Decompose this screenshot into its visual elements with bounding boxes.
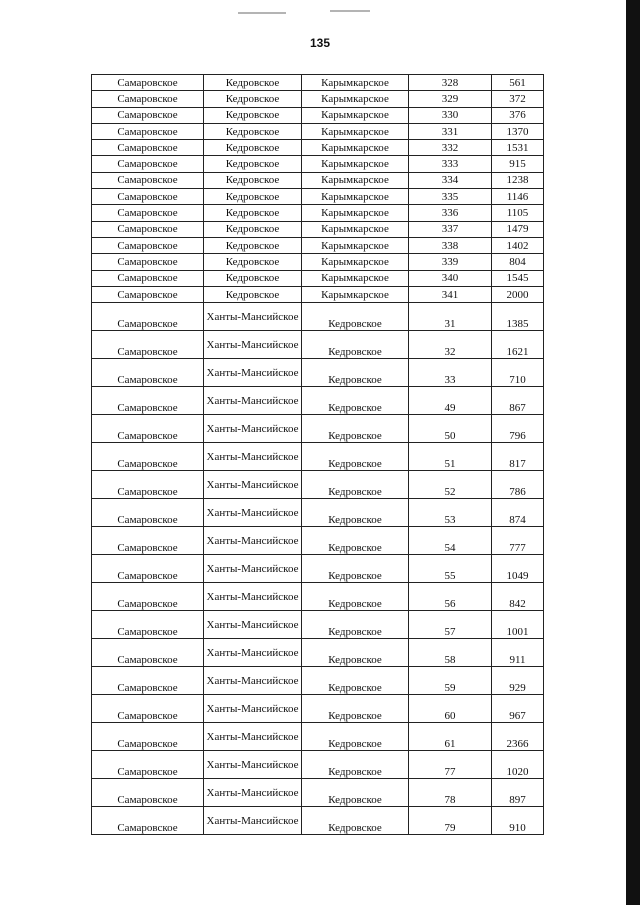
district-cell: Ханты-Мансийское — [204, 443, 302, 471]
table-row — [92, 443, 544, 471]
number-cell: 60 — [409, 695, 492, 723]
value-cell: 376 — [492, 107, 544, 123]
municipality-cell: Кедровское — [302, 667, 409, 695]
settlement-cell: Самаровское — [92, 237, 204, 253]
page-number: 135 — [309, 36, 331, 50]
table-row — [92, 359, 544, 387]
value-cell: 897 — [492, 779, 544, 807]
table-row — [92, 237, 544, 253]
district-cell: Ханты-Мансийское — [204, 695, 302, 723]
municipality-cell: Кедровское — [302, 639, 409, 667]
district-cell: Кедровское — [204, 270, 302, 286]
settlement-cell: Самаровское — [92, 172, 204, 188]
table-row — [92, 107, 544, 123]
table-row — [92, 583, 544, 611]
district-cell: Кедровское — [204, 221, 302, 237]
municipality-cell: Кедровское — [302, 387, 409, 415]
number-cell: 33 — [409, 359, 492, 387]
municipality-cell: Карымкарское — [302, 286, 409, 302]
value-cell: 1049 — [492, 555, 544, 583]
district-cell: Ханты-Мансийское — [204, 639, 302, 667]
settlement-cell: Самаровское — [92, 140, 204, 156]
data-table — [91, 74, 544, 835]
settlement-cell: Самаровское — [92, 751, 204, 779]
district-cell: Кедровское — [204, 254, 302, 270]
municipality-cell: Кедровское — [302, 779, 409, 807]
municipality-cell: Карымкарское — [302, 75, 409, 91]
settlement-cell: Самаровское — [92, 359, 204, 387]
number-cell: 337 — [409, 221, 492, 237]
number-cell: 79 — [409, 807, 492, 835]
settlement-cell: Самаровское — [92, 723, 204, 751]
value-cell: 1001 — [492, 611, 544, 639]
number-cell: 77 — [409, 751, 492, 779]
district-cell: Кедровское — [204, 123, 302, 139]
municipality-cell: Карымкарское — [302, 91, 409, 107]
settlement-cell: Самаровское — [92, 331, 204, 359]
number-cell: 335 — [409, 189, 492, 205]
table-row — [92, 499, 544, 527]
district-cell: Ханты-Мансийское — [204, 471, 302, 499]
number-cell: 328 — [409, 75, 492, 91]
table-row — [92, 123, 544, 139]
value-cell: 915 — [492, 156, 544, 172]
municipality-cell: Кедровское — [302, 331, 409, 359]
value-cell: 561 — [492, 75, 544, 91]
district-cell: Кедровское — [204, 189, 302, 205]
district-cell: Ханты-Мансийское — [204, 583, 302, 611]
district-cell: Ханты-Мансийское — [204, 667, 302, 695]
municipality-cell: Кедровское — [302, 723, 409, 751]
value-cell: 804 — [492, 254, 544, 270]
scan-smudge — [330, 10, 370, 12]
district-cell: Ханты-Мансийское — [204, 779, 302, 807]
table-row — [92, 387, 544, 415]
settlement-cell: Самаровское — [92, 555, 204, 583]
settlement-cell: Самаровское — [92, 286, 204, 302]
table-row — [92, 471, 544, 499]
municipality-cell: Кедровское — [302, 611, 409, 639]
district-cell: Ханты-Мансийское — [204, 415, 302, 443]
table-row — [92, 254, 544, 270]
value-cell: 1370 — [492, 123, 544, 139]
district-cell: Ханты-Мансийское — [204, 387, 302, 415]
number-cell: 334 — [409, 172, 492, 188]
value-cell: 867 — [492, 387, 544, 415]
number-cell: 51 — [409, 443, 492, 471]
municipality-cell: Карымкарское — [302, 172, 409, 188]
table-row — [92, 189, 544, 205]
district-cell: Кедровское — [204, 237, 302, 253]
district-cell: Ханты-Мансийское — [204, 303, 302, 331]
table-row — [92, 639, 544, 667]
table-row — [92, 303, 544, 331]
number-cell: 339 — [409, 254, 492, 270]
value-cell: 796 — [492, 415, 544, 443]
number-cell: 49 — [409, 387, 492, 415]
number-cell: 58 — [409, 639, 492, 667]
municipality-cell: Кедровское — [302, 499, 409, 527]
value-cell: 910 — [492, 807, 544, 835]
municipality-cell: Карымкарское — [302, 156, 409, 172]
settlement-cell: Самаровское — [92, 527, 204, 555]
district-cell: Кедровское — [204, 91, 302, 107]
table-row — [92, 331, 544, 359]
value-cell: 2000 — [492, 286, 544, 302]
district-cell: Ханты-Мансийское — [204, 751, 302, 779]
number-cell: 332 — [409, 140, 492, 156]
settlement-cell: Самаровское — [92, 75, 204, 91]
value-cell: 777 — [492, 527, 544, 555]
district-cell: Ханты-Мансийское — [204, 359, 302, 387]
settlement-cell: Самаровское — [92, 779, 204, 807]
number-cell: 340 — [409, 270, 492, 286]
table-row — [92, 75, 544, 91]
number-cell: 52 — [409, 471, 492, 499]
district-cell: Кедровское — [204, 205, 302, 221]
settlement-cell: Самаровское — [92, 471, 204, 499]
value-cell: 1479 — [492, 221, 544, 237]
district-cell: Кедровское — [204, 107, 302, 123]
municipality-cell: Кедровское — [302, 471, 409, 499]
table-row — [92, 270, 544, 286]
district-cell: Кедровское — [204, 172, 302, 188]
municipality-cell: Карымкарское — [302, 205, 409, 221]
settlement-cell: Самаровское — [92, 270, 204, 286]
value-cell: 1402 — [492, 237, 544, 253]
settlement-cell: Самаровское — [92, 807, 204, 835]
district-cell: Ханты-Мансийское — [204, 723, 302, 751]
municipality-cell: Карымкарское — [302, 254, 409, 270]
number-cell: 50 — [409, 415, 492, 443]
value-cell: 1621 — [492, 331, 544, 359]
settlement-cell: Самаровское — [92, 667, 204, 695]
settlement-cell: Самаровское — [92, 123, 204, 139]
settlement-cell: Самаровское — [92, 583, 204, 611]
table-row — [92, 779, 544, 807]
number-cell: 329 — [409, 91, 492, 107]
settlement-cell: Самаровское — [92, 107, 204, 123]
district-cell: Ханты-Мансийское — [204, 611, 302, 639]
number-cell: 333 — [409, 156, 492, 172]
number-cell: 78 — [409, 779, 492, 807]
table-row — [92, 286, 544, 302]
number-cell: 331 — [409, 123, 492, 139]
settlement-cell: Самаровское — [92, 156, 204, 172]
number-cell: 330 — [409, 107, 492, 123]
table-row — [92, 667, 544, 695]
value-cell: 1105 — [492, 205, 544, 221]
settlement-cell: Самаровское — [92, 387, 204, 415]
table-row — [92, 695, 544, 723]
table-row — [92, 527, 544, 555]
value-cell: 1146 — [492, 189, 544, 205]
table-row — [92, 807, 544, 835]
municipality-cell: Кедровское — [302, 303, 409, 331]
municipality-cell: Карымкарское — [302, 270, 409, 286]
table-row — [92, 611, 544, 639]
value-cell: 1385 — [492, 303, 544, 331]
municipality-cell: Кедровское — [302, 415, 409, 443]
settlement-cell: Самаровское — [92, 695, 204, 723]
value-cell: 2366 — [492, 723, 544, 751]
number-cell: 341 — [409, 286, 492, 302]
table-row — [92, 415, 544, 443]
number-cell: 57 — [409, 611, 492, 639]
number-cell: 59 — [409, 667, 492, 695]
number-cell: 53 — [409, 499, 492, 527]
municipality-cell: Карымкарское — [302, 107, 409, 123]
number-cell: 61 — [409, 723, 492, 751]
number-cell: 338 — [409, 237, 492, 253]
number-cell: 55 — [409, 555, 492, 583]
value-cell: 1238 — [492, 172, 544, 188]
number-cell: 32 — [409, 331, 492, 359]
table-row — [92, 140, 544, 156]
district-cell: Кедровское — [204, 286, 302, 302]
municipality-cell: Карымкарское — [302, 237, 409, 253]
table-row — [92, 172, 544, 188]
municipality-cell: Карымкарское — [302, 221, 409, 237]
value-cell: 786 — [492, 471, 544, 499]
municipality-cell: Кедровское — [302, 527, 409, 555]
scan-smudge — [238, 12, 286, 14]
value-cell: 967 — [492, 695, 544, 723]
district-cell: Кедровское — [204, 140, 302, 156]
table-row — [92, 555, 544, 583]
value-cell: 710 — [492, 359, 544, 387]
value-cell: 1020 — [492, 751, 544, 779]
district-cell: Ханты-Мансийское — [204, 555, 302, 583]
municipality-cell: Кедровское — [302, 583, 409, 611]
district-cell: Ханты-Мансийское — [204, 499, 302, 527]
settlement-cell: Самаровское — [92, 189, 204, 205]
municipality-cell: Кедровское — [302, 359, 409, 387]
value-cell: 874 — [492, 499, 544, 527]
table-row — [92, 156, 544, 172]
table-row — [92, 751, 544, 779]
number-cell: 336 — [409, 205, 492, 221]
value-cell: 1531 — [492, 140, 544, 156]
municipality-cell: Кедровское — [302, 807, 409, 835]
district-cell: Ханты-Мансийское — [204, 331, 302, 359]
value-cell: 372 — [492, 91, 544, 107]
number-cell: 31 — [409, 303, 492, 331]
municipality-cell: Карымкарское — [302, 189, 409, 205]
number-cell: 54 — [409, 527, 492, 555]
value-cell: 817 — [492, 443, 544, 471]
district-cell: Кедровское — [204, 156, 302, 172]
settlement-cell: Самаровское — [92, 639, 204, 667]
value-cell: 1545 — [492, 270, 544, 286]
district-cell: Кедровское — [204, 75, 302, 91]
table-row — [92, 205, 544, 221]
settlement-cell: Самаровское — [92, 611, 204, 639]
municipality-cell: Карымкарское — [302, 123, 409, 139]
number-cell: 56 — [409, 583, 492, 611]
value-cell: 929 — [492, 667, 544, 695]
table-row — [92, 221, 544, 237]
settlement-cell: Самаровское — [92, 499, 204, 527]
table-body — [92, 75, 544, 835]
table-row — [92, 91, 544, 107]
table-row — [92, 723, 544, 751]
municipality-cell: Кедровское — [302, 695, 409, 723]
value-cell: 911 — [492, 639, 544, 667]
settlement-cell: Самаровское — [92, 254, 204, 270]
settlement-cell: Самаровское — [92, 443, 204, 471]
district-cell: Ханты-Мансийское — [204, 527, 302, 555]
municipality-cell: Кедровское — [302, 751, 409, 779]
municipality-cell: Карымкарское — [302, 140, 409, 156]
settlement-cell: Самаровское — [92, 91, 204, 107]
municipality-cell: Кедровское — [302, 555, 409, 583]
scan-edge-bar — [626, 0, 640, 905]
settlement-cell: Самаровское — [92, 221, 204, 237]
settlement-cell: Самаровское — [92, 415, 204, 443]
value-cell: 842 — [492, 583, 544, 611]
municipality-cell: Кедровское — [302, 443, 409, 471]
settlement-cell: Самаровское — [92, 205, 204, 221]
settlement-cell: Самаровское — [92, 303, 204, 331]
district-cell: Ханты-Мансийское — [204, 807, 302, 835]
